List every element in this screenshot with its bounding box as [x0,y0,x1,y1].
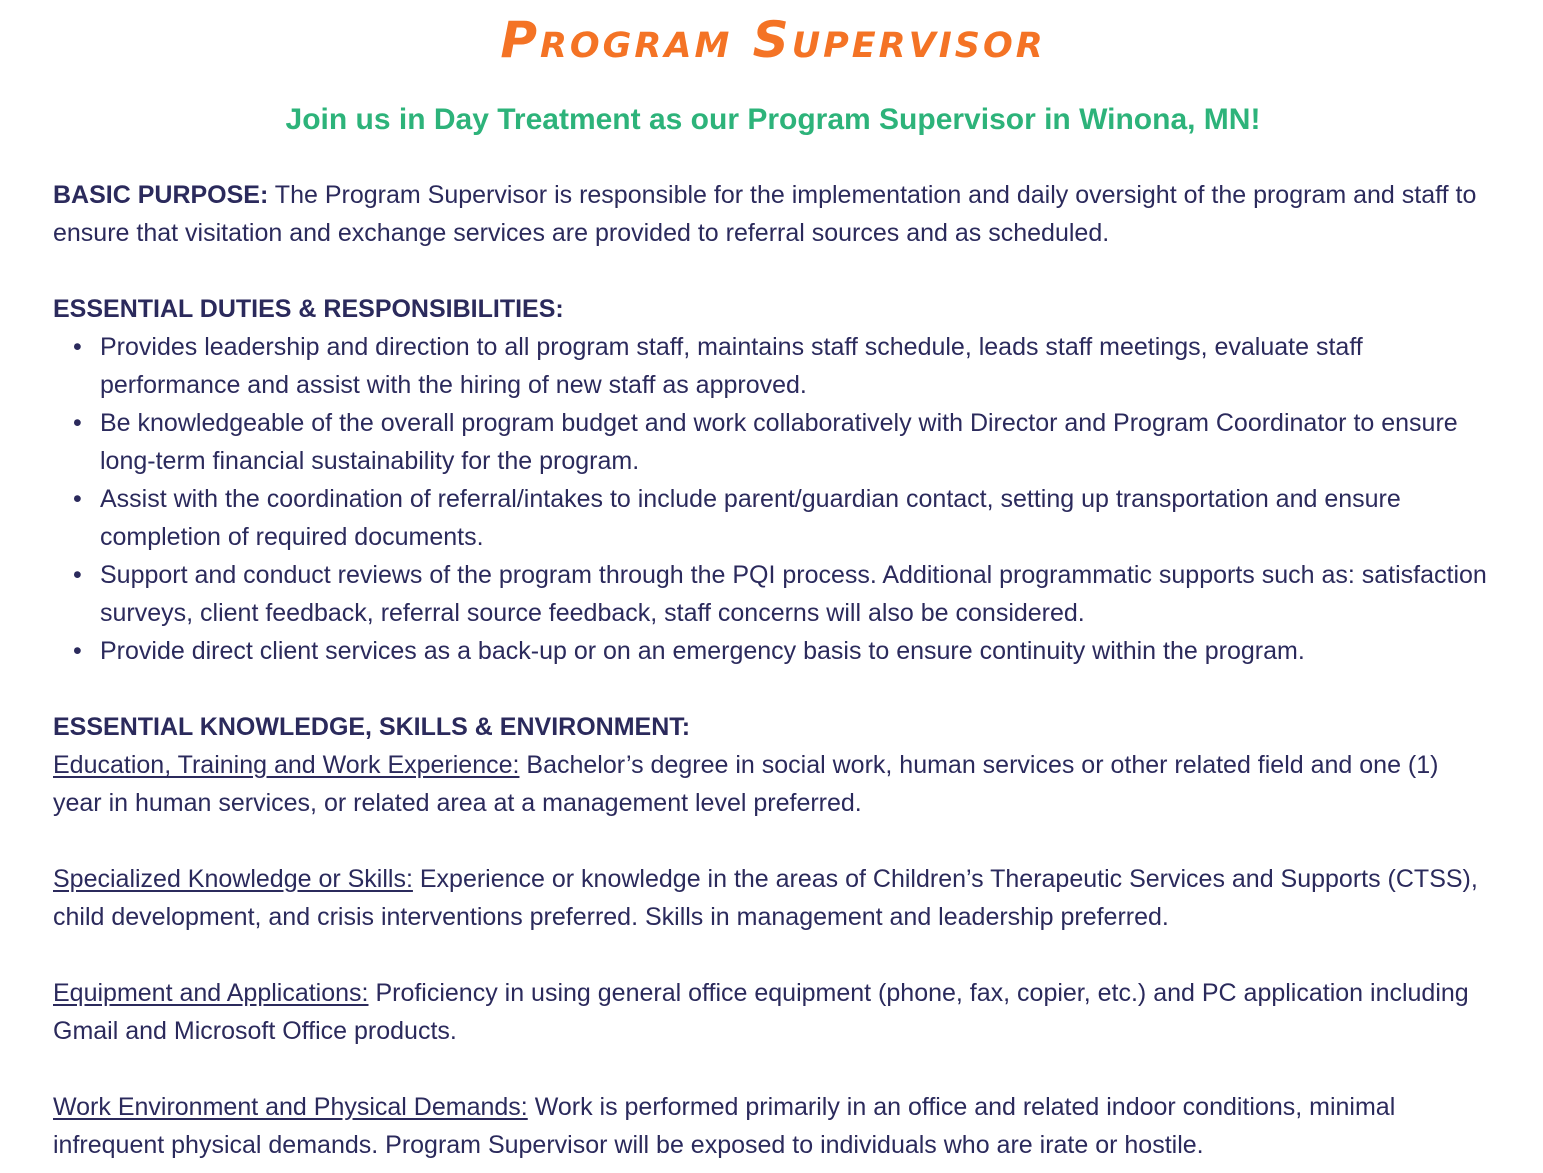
work-environment-label: Work Environment and Physical Demands: [53,1093,528,1121]
bullet-icon: • [73,561,82,589]
duty-text: Be knowledgeable of the overall program budget and work collaboratively with Director and Program Coordinator to ensure long-term financial sustainability for the program. [100,409,1458,475]
basic-purpose-text: The Program Supervisor is responsible for the implementation and daily oversight of the program and staff to ensure that visitation and exchange services are provided to referral sources and as scheduled. [53,181,1477,247]
knowledge-heading: ESSENTIAL KNOWLEDGE, SKILLS & ENVIRONMENT: [53,713,691,741]
equipment-text: Proficiency in using general office equipment (phone, fax, copier, etc.) and PC application including Gmail and Microsoft Office products. [53,979,1469,1045]
duty-text: Assist with the coordination of referral/intakes to include parent/guardian contact, setting up transportation and ensure completion of required documents. [100,485,1401,551]
list-item [73,328,1493,404]
education-label: Education, Training and Work Experience: [53,751,520,779]
duties-list [53,328,1493,670]
specialized-knowledge-text: Experience or knowledge in the areas of Children’s Therapeutic Services and Supports (CTSS), child development, and crisis interventions preferred. Skills in management and leadership preferred. [53,865,1478,931]
equipment-label: Equipment and Applications: [53,979,369,1007]
basic-purpose-label: BASIC PURPOSE: [53,181,269,209]
basic-purpose [53,176,1493,252]
work-environment-section [53,1088,1493,1164]
duties-heading: ESSENTIAL DUTIES & RESPONSIBILITIES: [53,295,564,323]
duty-text: Provides leadership and direction to all program staff, maintains staff schedule, leads staff meetings, evaluate staff performance and assist with the hiring of new staff as approved. [100,333,1363,399]
list-item [73,404,1493,480]
specialized-knowledge-label: Specialized Knowledge or Skills: [53,865,413,893]
list-item [73,632,1493,670]
list-item [73,480,1493,556]
bullet-icon: • [73,333,82,361]
education-text: Bachelor’s degree in social work, human services or other related field and one (1) year in human services, or related area at a management level preferred. [53,751,1439,817]
duty-text: Support and conduct reviews of the program through the PQI process. Additional programmatic supports such as: satisfaction surveys, client feedback, referral source feedback, staff concerns will also be considered. [100,561,1487,627]
bullet-icon: • [73,637,82,665]
duty-text: Provide direct client services as a back-up or on an emergency basis to ensure continuity within the program. [100,637,1305,665]
page-subtitle: Join us in Day Treatment as our Program Supervisor in Winona, MN! [285,103,1261,136]
page-title: Program Supervisor [500,11,1046,69]
bullet-icon: • [73,409,82,437]
work-environment-text: Work is performed primarily in an office and related indoor conditions, minimal infrequent physical demands. Program Supervisor will be exposed to individuals who are irate or hostile. [53,1093,1396,1159]
posting-body [53,176,1493,1164]
bullet-icon: • [73,485,82,513]
equipment-section [53,974,1493,1050]
list-item [73,556,1493,632]
specialized-knowledge-section [53,860,1493,936]
education-section [53,746,1493,822]
